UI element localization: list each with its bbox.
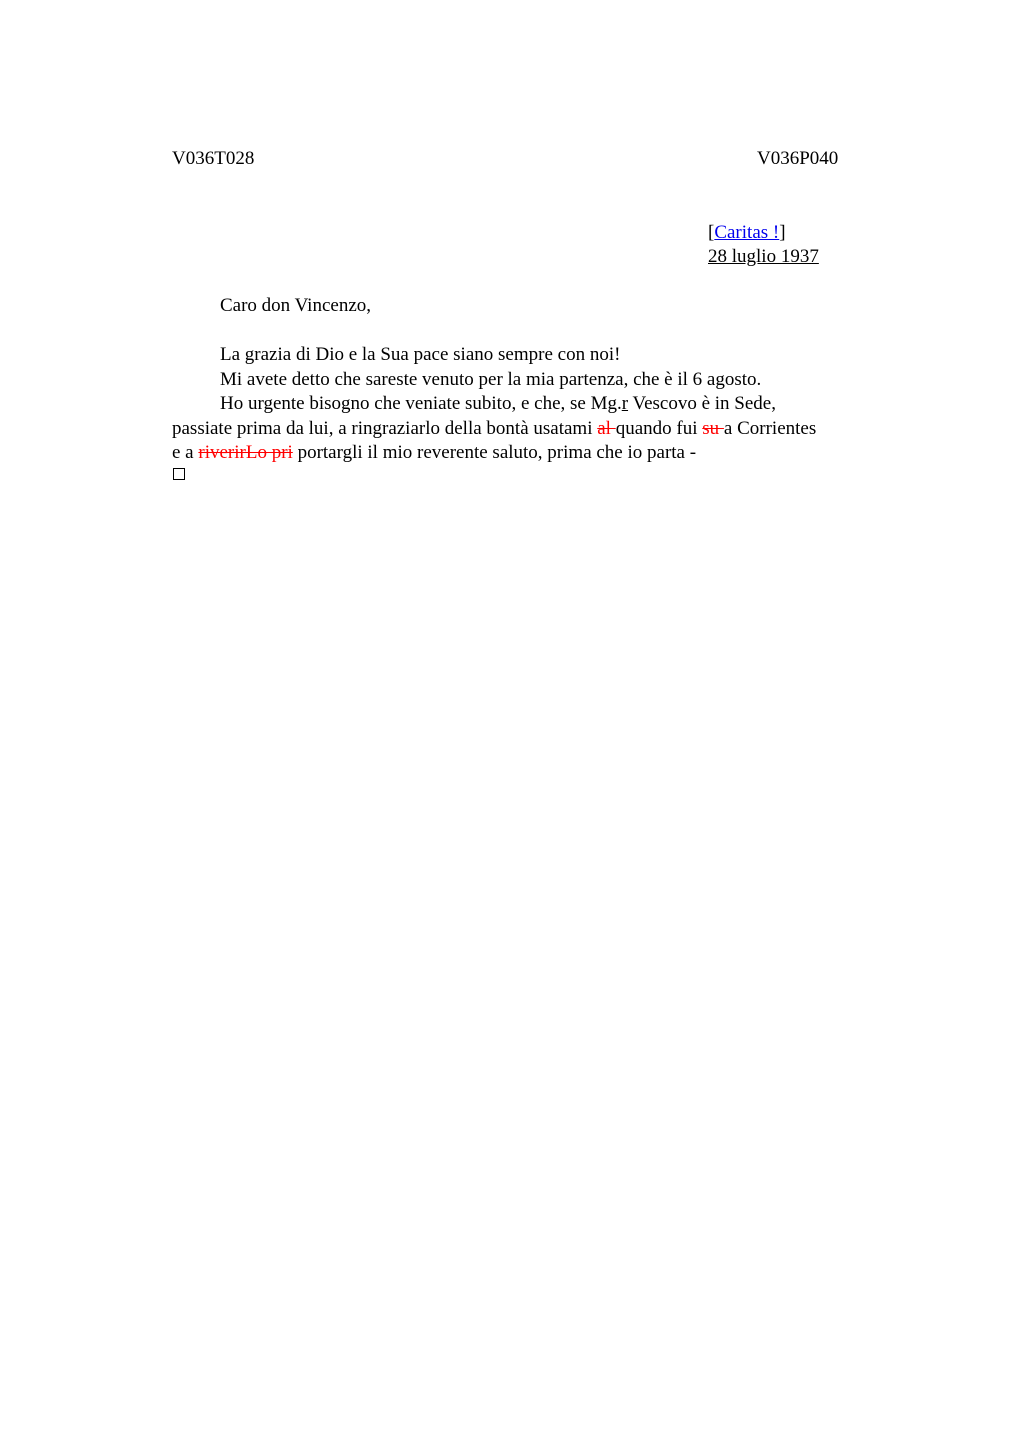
caritas-link[interactable]: Caritas ! — [714, 222, 780, 243]
blank-line — [172, 319, 892, 344]
abbrev-superscript: r — [621, 393, 629, 414]
p3-text: Ho urgente bisogno che veniate subito, e che, se Mg. — [220, 393, 622, 414]
document-code-right: V036P040 — [757, 148, 839, 169]
p3-text: quando fui — [615, 417, 703, 439]
p3-text: passiate prima da lui, a ringraziarlo della bontà usatami — [172, 417, 598, 439]
paragraph-3-line-2 — [172, 417, 892, 442]
paragraph-1: La grazia di Dio e la Sua pace siano sempre con noi! — [220, 344, 621, 365]
document-code-left: V036T028 — [172, 148, 255, 169]
paragraph-3-line-3 — [172, 441, 892, 466]
bracket-close: ] — [779, 222, 786, 243]
end-marker-box — [173, 468, 185, 480]
deleted-text: riverirLo pri — [198, 442, 293, 463]
caritas-line — [708, 221, 819, 245]
bracket-open: [ — [708, 222, 715, 243]
letter-header — [708, 221, 819, 269]
salutation: Caro don Vincenzo, — [220, 295, 371, 316]
p3-text: Vescovo è in Sede, — [628, 393, 776, 414]
deleted-text: al — [597, 417, 616, 439]
paragraph-2: Mi avete detto che sareste venuto per la mia partenza, che è il 6 agosto. — [220, 368, 762, 390]
p3-text: portargli il mio reverente saluto, prima che io parta - — [292, 442, 697, 463]
p3-text: a Corrientes — [723, 417, 817, 439]
letter-body — [172, 294, 892, 466]
p3-text: e a — [172, 442, 199, 463]
deleted-text: su — [702, 417, 724, 439]
paragraph-3 — [172, 392, 892, 417]
letter-date: 28 luglio 1937 — [708, 246, 819, 267]
